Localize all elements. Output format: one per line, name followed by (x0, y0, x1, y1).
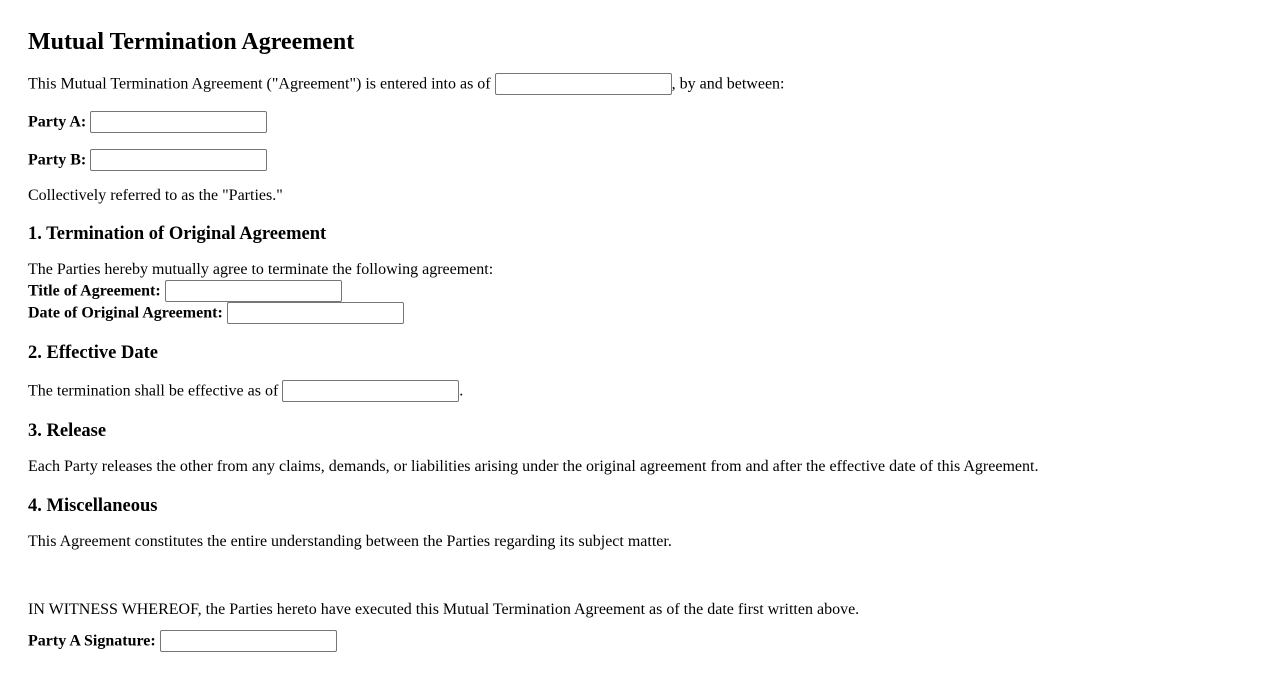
intro-text-before: This Mutual Termination Agreement ("Agreement") is entered into as of (28, 75, 491, 93)
termination-body-text: The Parties hereby mutually agree to terminate the following agreement: (28, 261, 494, 279)
title-of-agreement-label: Title of Agreement: (28, 282, 161, 300)
collective-note: Collectively referred to as the "Parties." (28, 186, 283, 204)
party-a-row (28, 111, 1250, 133)
section-heading-termination: 1. Termination of Original Agreement (28, 223, 327, 244)
date-of-original-agreement-label: Date of Original Agreement: (28, 304, 223, 322)
title-of-agreement-input[interactable] (165, 280, 342, 302)
party-b-row (28, 149, 1250, 171)
release-paragraph: Each Party releases the other from any claims, demands, or liabilities arising under the original agreement from and after the effective date of this Agreement. (28, 458, 1039, 476)
party-a-signature-input[interactable] (160, 630, 337, 652)
termination-paragraph (28, 261, 1250, 323)
effective-date-paragraph (28, 380, 1250, 402)
intro-text-after: , by and between: (671, 75, 785, 93)
agreement-date-input[interactable] (495, 73, 672, 95)
section-heading-release: 3. Release (28, 420, 107, 441)
miscellaneous-paragraph: This Agreement constitutes the entire understanding between the Parties regarding its subject matter. (28, 532, 672, 550)
section-heading-effective-date: 2. Effective Date (28, 342, 158, 363)
witness-clause: IN WITNESS WHEREOF, the Parties hereto have executed this Mutual Termination Agreement as of the date first written above. (28, 601, 860, 619)
agreement-document (28, 29, 1250, 652)
original-agreement-date-input[interactable] (227, 302, 404, 324)
page-title: Mutual Termination Agreement (28, 29, 355, 55)
effective-date-text-before: The termination shall be effective as of (28, 382, 279, 400)
intro-paragraph (28, 73, 1250, 95)
party-b-input[interactable] (90, 149, 267, 171)
party-a-input[interactable] (90, 111, 267, 133)
party-a-signature-row (28, 630, 1250, 652)
party-b-label: Party B: (28, 151, 87, 169)
party-a-signature-label: Party A Signature: (28, 632, 156, 650)
effective-date-text-after: . (459, 382, 464, 400)
section-heading-miscellaneous: 4. Miscellaneous (28, 495, 158, 516)
effective-date-input[interactable] (282, 380, 459, 402)
party-a-label: Party A: (28, 113, 87, 131)
